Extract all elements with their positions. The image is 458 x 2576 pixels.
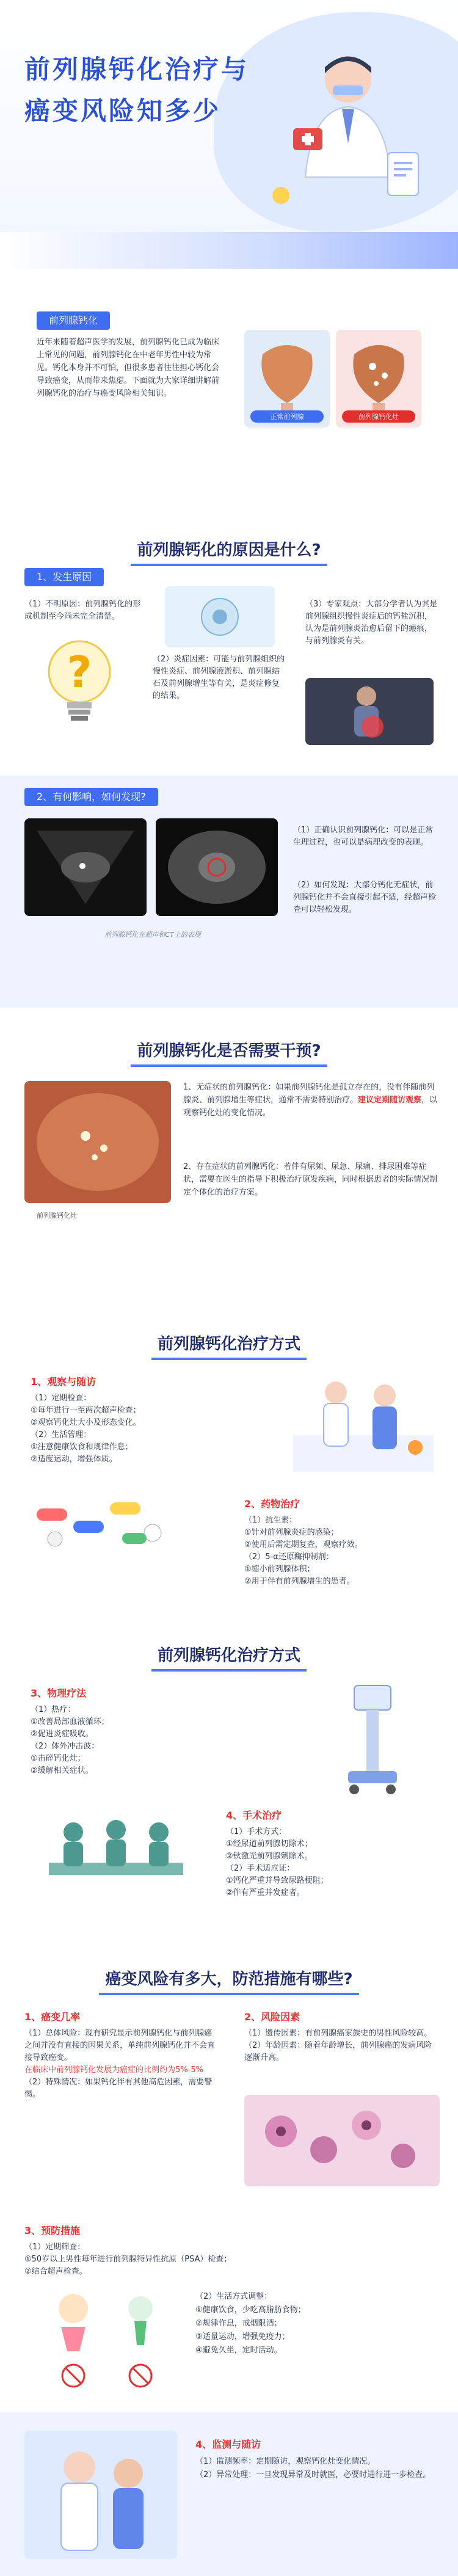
treat1-tag2: 2、药物治疗: [244, 1498, 300, 1510]
risk-tag2: 2、风险因素: [244, 2011, 300, 2023]
hero-banner: [0, 0, 458, 269]
risk-r7: （1）监测频率：定期随访，观察钙化灶变化情况。: [195, 2457, 376, 2466]
doctors-illustration: [293, 1368, 434, 1472]
treat1-p1b: ②观察钙化灶大小及形态变化。: [31, 1418, 141, 1427]
needtreat-p2: 2、存在症状的前列腺钙化：若伴有尿频、尿急、尿痛、排尿困难等症状，需要在医生的指导下积极治疗原发疾病，同时根据患者的实际情况制定个体化的治疗方案。: [183, 1162, 438, 1197]
causes-p1: （1）不明原因：前列腺钙化的形成机制至今尚未完全清楚。: [24, 600, 141, 621]
ultrasound-image: [24, 818, 147, 916]
risk-r8: （2）异常处理：一旦发现异常及时就医，必要时进行进一步检查。: [195, 2470, 431, 2480]
causes-title-text: 前列腺钙化的原因是什么?: [131, 537, 327, 566]
causes-p5: （2）如何发现：大部分钙化无症状，前列腺钙化并不会直接引起不适，经超声检查可以轻松发现。: [293, 881, 437, 914]
ct-image: [156, 818, 278, 916]
causes-p4: （1）正确认识前列腺钙化：可以是正常生理过程，也可以是病理改变的表现。: [293, 826, 434, 847]
risk-r6d: ④避免久坐，定时活动。: [195, 2346, 282, 2355]
treat2-p4a: ①经尿道前列腺切除术；: [226, 1839, 313, 1849]
intro-tag: 前列腺钙化: [37, 311, 110, 330]
pills-illustration: [31, 1490, 189, 1557]
risk-r1-pct: 在临床中前列腺钙化发展为癌症的比例约为5%-5%: [24, 2065, 203, 2075]
risk-r3: （1）遗传因素：有前列腺癌家族史的男性风险较高。: [244, 2029, 432, 2038]
treat1-p1: （1）定期检查：: [31, 1394, 92, 1403]
cell-image: [165, 586, 275, 647]
needtreat-p1-end: ，以观察钙化灶的变化情况。: [183, 1096, 438, 1118]
risk-block4: [195, 2455, 434, 2482]
hero-title: [24, 49, 249, 132]
healthy-lifestyle-illustration: [37, 2284, 177, 2394]
doctor-illustration: [256, 37, 440, 220]
risk-block2: [244, 2028, 440, 2064]
doctor-consult-icon: [24, 2431, 177, 2559]
needtreat-p1: [183, 1081, 440, 1119]
risk-tag4: 4、监测与随访: [195, 2439, 261, 2450]
imaging-caption: 前列腺钙化在超声和CT上的表现: [104, 931, 201, 939]
treat2-p4e: ②伴有严重并发症者。: [226, 1888, 305, 1897]
doctor-consult-image: [24, 2431, 177, 2559]
treat2-title-text: 前列腺钙化治疗方式: [151, 1643, 307, 1672]
risk-block3a: [24, 2241, 427, 2278]
causes-p2: （2）炎症因素：可能与前列腺组织的慢性炎症、前列腺液淤积、前列腺结石及前列腺增生等有关，是炎症修复的结果。: [153, 655, 285, 700]
patient-pain-image: [305, 678, 434, 745]
lightbulb-question-icon: [37, 635, 122, 727]
risk-r5: （1）定期筛查：: [24, 2243, 85, 2252]
treat1-p2d: ①缩小前列腺体积；: [244, 1565, 315, 1574]
hero-bottom-bar: [0, 232, 458, 269]
normal-prostate-label: 正常前列腺: [250, 410, 324, 423]
treat2-list4: [226, 1826, 440, 1899]
prostate-calc-icon: [24, 1081, 171, 1203]
calcified-prostate-image: [336, 330, 421, 428]
needtreat-p1-highlight: 建议定期随访观察: [358, 1096, 422, 1105]
treat2-p3d: ①击碎钙化灶；: [31, 1754, 85, 1763]
needtreat-p1-text: 1、无症状的前列腺钙化：如果前列腺钙化是孤立存在的，没有伴随前列腺炎、前列腺增生等症状，通常不需要特别治疗。: [183, 1083, 435, 1105]
intro-text: 近年来随着超声医学的发展，前列腺钙化已成为临床上常见的问题，前列腺钙化在中老年男性中较为常见。钙化本身并不可怕，但很多患者往往担心钙化会导致癌变，从而带来焦虑。下面就为大家详细讲解前列腺钙化的治疗与癌变风险相关知识。: [37, 338, 220, 398]
treat2-p4b: ②钬激光前列腺剜除术。: [226, 1852, 313, 1861]
treat1-p1d: ①注意健康饮食和规律作息；: [31, 1443, 133, 1452]
risk-r6: （2）生活方式调整：: [195, 2292, 272, 2301]
hero-title-line1: 前列腺钙化治疗与: [24, 54, 250, 84]
prostate-calc-image: [24, 1081, 171, 1203]
treat2-p3c: （2）体外冲击波：: [31, 1742, 100, 1751]
treat1-p2e: ②用于伴有前列腺增生的患者。: [244, 1577, 355, 1586]
treat1-p1a: ①每年进行一至两次超声检查；: [31, 1406, 141, 1415]
treat1-list2: [244, 1515, 440, 1588]
treat1-title-text: 前列腺钙化治疗方式: [151, 1331, 307, 1360]
treat2-p3: （1）热疗：: [31, 1705, 76, 1714]
treat2-list3: [31, 1704, 275, 1777]
risk-tag3: 3、预防措施: [24, 2225, 81, 2236]
risk-r1: （1）总体风险：现有研究显示前列腺钙化与前列腺癌之间并没有直接的因果关系，单纯前列腺钙化并不会直接导致癌变。: [24, 2029, 216, 2062]
treat1-p1e: ②适度运动，增强体质。: [31, 1455, 117, 1464]
needtreat-img-caption: 前列腺钙化灶: [37, 1212, 77, 1220]
treat1-p2: （1）抗生素：: [244, 1516, 297, 1525]
calcified-prostate-label: 前列腺钙化灶: [342, 410, 415, 423]
treat2-p4d: ①钙化严重并导致尿路梗阻；: [226, 1876, 329, 1885]
risk-r6b: ②规律作息，戒烟限酒；: [195, 2319, 282, 2328]
treat1-p2b: ②使用后需定期复查，观察疗效。: [244, 1540, 363, 1549]
treat2-section-title: [0, 1643, 458, 1672]
treat2-tag4: 4、手术治疗: [226, 1810, 282, 1821]
treat2-p3a: ①改善局部血液循环；: [31, 1717, 109, 1726]
ultrasound-icon: [24, 818, 147, 916]
cells-microscope-image: [244, 2095, 440, 2186]
treat1-tag1: 1、观察与随访: [31, 1376, 96, 1388]
risk-section-title: [0, 1967, 458, 1995]
treat1-p2a: ①针对前列腺炎症的感染；: [244, 1528, 339, 1537]
patient-pain-icon: [305, 678, 434, 745]
ct-scan-icon: [156, 818, 278, 916]
cell-icon: [165, 586, 275, 647]
causes-tag2: 2、有何影响，如何发现?: [24, 788, 158, 806]
hero-title-line2: 癌变风险知多少: [24, 96, 222, 126]
cells-icon: [244, 2095, 440, 2186]
treat1-section-title: [0, 1331, 458, 1360]
treat2-tag3: 3、物理疗法: [31, 1687, 87, 1699]
causes-tag1: 1、发生原因: [24, 568, 104, 586]
treat2-p4: （1）手术方式：: [226, 1827, 287, 1836]
risk-tag1: 1、癌变几率: [24, 2011, 81, 2023]
svg-text:?: ?: [67, 647, 92, 697]
needtreat-section-title: [0, 1038, 458, 1067]
needtreat-title-text: 前列腺钙化是否需要干预?: [131, 1038, 327, 1067]
treat1-p1c: （2）生活管理：: [31, 1430, 92, 1439]
treat1-list1: [31, 1392, 214, 1466]
risk-r5a: ①50岁以上男性每年进行前列腺特异性抗原（PSA）检查；: [24, 2255, 232, 2264]
surgery-illustration: [37, 1808, 195, 1893]
treat1-p2c: （2）5-α还原酶抑制剂：: [244, 1552, 334, 1562]
treat2-p3e: ②缓解相关症状。: [31, 1766, 93, 1775]
normal-prostate-image: [244, 330, 330, 428]
risk-block3b: [195, 2290, 434, 2357]
risk-r5b: ②结合超声检查。: [24, 2267, 87, 2276]
risk-title-text: 癌变风险有多大，防范措施有哪些?: [99, 1967, 358, 1995]
causes-p3: （3）专家观点：大部分学者认为其是前列腺组织慢性炎症后的钙盐沉积，认为是前列腺炎治愈后留下的瘢痕，与前列腺炎有关。: [305, 600, 438, 646]
risk-r6a: ①健康饮食，少吃高脂肪食物；: [195, 2305, 306, 2315]
risk-block1: [24, 2028, 220, 2101]
treat2-p4c: （2）手术适应证：: [226, 1864, 295, 1873]
risk-r4: （2）年龄因素：随着年龄增长，前列腺癌的发病风险逐渐升高。: [244, 2041, 432, 2062]
treat2-p3b: ②促进炎症吸收。: [31, 1730, 93, 1739]
causes-section-title: [0, 537, 458, 566]
medical-device-icon: [330, 1679, 409, 1802]
risk-r2: （2）特殊情况：如果钙化伴有其他高危因素，需要警惕。: [24, 2078, 213, 2099]
risk-r6c: ③适量运动，增强免疫力；: [195, 2332, 290, 2341]
